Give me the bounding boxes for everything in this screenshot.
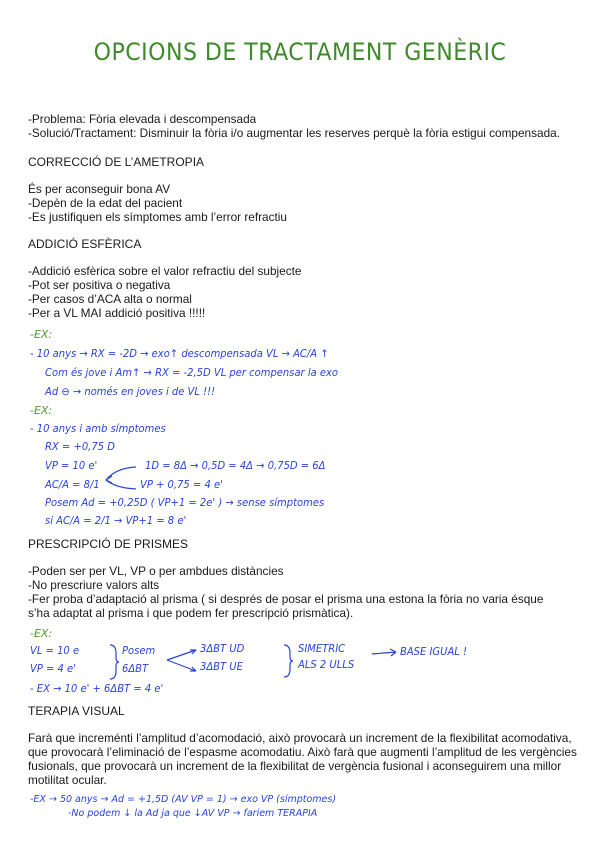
brace-icon	[108, 643, 120, 681]
handwritten-line: 3ΔBT UE	[200, 661, 243, 673]
handwritten-ex-label: -EX:	[30, 404, 53, 417]
terapia-paragraph: Farà que increménti l’amplitud d’acomodació, això provocarà un increment de la flexibilitat acomodativa, que provocarà l’eliminació de l’espasme acomodatiu. Això farà que augmenti l’amplitud de les vergències fusionals, que provocarà un increment de la flexibilitat de vergència fusional i aconseguirem una millor motilitat ocular.	[28, 731, 577, 787]
brace-icon	[282, 643, 294, 679]
handwritten-line: 6ΔBT	[122, 663, 149, 675]
handwritten-line: VP + 0,75 = 4 e'	[140, 479, 223, 491]
handwritten-line: - 10 anys i amb símptomes	[30, 423, 166, 435]
section-heading-terapia: TERAPIA VISUAL	[28, 704, 125, 718]
prismes-line: -No prescriure valors alts	[28, 578, 160, 592]
handwritten-line: - 10 anys → RX = -2D → exo↑ descompensada VL → AC/A ↑	[30, 348, 329, 360]
correccio-line: -Es justifiquen els símptomes amb l’error refractiu	[28, 210, 287, 224]
handwritten-line: RX = +0,75 D	[45, 441, 115, 453]
page-title: OPCIONS DE TRACTAMENT GENÈRIC	[93, 38, 507, 66]
handwritten-line: Com és jove i Am↑ → RX = -2,5D VL per compensar la exo	[45, 367, 339, 379]
branch-arrows-icon	[164, 644, 200, 676]
handwritten-line: 1D = 8Δ → 0,5D = 4Δ → 0,75D = 6Δ	[145, 460, 326, 472]
prismes-line: s’ha adaptat al prisma i que podem fer prescripció prismàtica).	[28, 606, 354, 620]
handwritten-line: SIMETRIC	[298, 643, 346, 655]
handwritten-line: VP = 10 e'	[45, 460, 98, 472]
intro-line: -Solució/Tractament: Disminuir la fòria i/o augmentar les reserves perquè la fòria estigui compensada.	[28, 126, 560, 140]
section-heading-prismes: PRESCRIPCIÓ DE PRISMES	[28, 537, 189, 551]
prismes-line: -Fer proba d’adaptació al prisma ( si després de posar el prisma una estona la fòria no varia ésque	[28, 592, 544, 606]
handwritten-ex-label: -EX:	[30, 627, 53, 640]
intro-line: -Problema: Fòria elevada i descompensada	[28, 112, 257, 126]
handwritten-line: -EX → 50 anys → Ad = +1,5D (AV VP = 1) → exo VP (símptomes)	[30, 794, 337, 805]
handwritten-line: si AC/A = 2/1 → VP+1 = 8 e'	[45, 515, 187, 527]
handwritten-line: AC/A = 8/1	[45, 479, 100, 491]
addicio-line: -Per a VL MAI addició positiva !!!!!	[28, 306, 206, 320]
prismes-line: -Poden ser per VL, VP o per ambdues distàncies	[28, 564, 284, 578]
section-heading-correccio: CORRECCIÓ DE L’AMETROPIA	[28, 155, 205, 169]
handwritten-line: VL = 10 e	[30, 645, 80, 657]
section-heading-addicio: ADDICIÓ ESFÈRICA	[28, 237, 142, 251]
handwritten-ex-label: -EX:	[30, 328, 53, 341]
handwritten-line: ALS 2 ULLS	[298, 659, 355, 671]
handwritten-line: Posem	[122, 645, 156, 657]
handwritten-line: - EX → 10 e' + 6ΔBT = 4 e'	[30, 683, 164, 695]
arrow-right-icon	[370, 648, 400, 660]
handwritten-line: Ad ⊖ → només en joves i de VL !!!	[45, 386, 216, 398]
handwritten-line: BASE IGUAL !	[400, 646, 468, 658]
handwritten-line: 3ΔBT UD	[200, 643, 245, 655]
addicio-line: -Per casos d’ACA alta o normal	[28, 292, 192, 306]
handwritten-line: VP = 4 e'	[30, 663, 76, 675]
addicio-line: -Addició esfèrica sobre el valor refractiu del subjecte	[28, 264, 302, 278]
correccio-line: -Depèn de la edat del pacient	[28, 196, 183, 210]
handwritten-line: Posem Ad = +0,25D ( VP+1 = 2e' ) → sense símptomes	[45, 497, 325, 509]
addicio-line: -Pot ser positiva o negativa	[28, 278, 171, 292]
correccio-line: És per aconseguir bona AV	[28, 182, 171, 196]
handwritten-line: -No podem ↓ la Ad ja que ↓AV VP → fariem TERAPIA	[68, 808, 318, 819]
branch-arrows-icon	[102, 462, 142, 492]
